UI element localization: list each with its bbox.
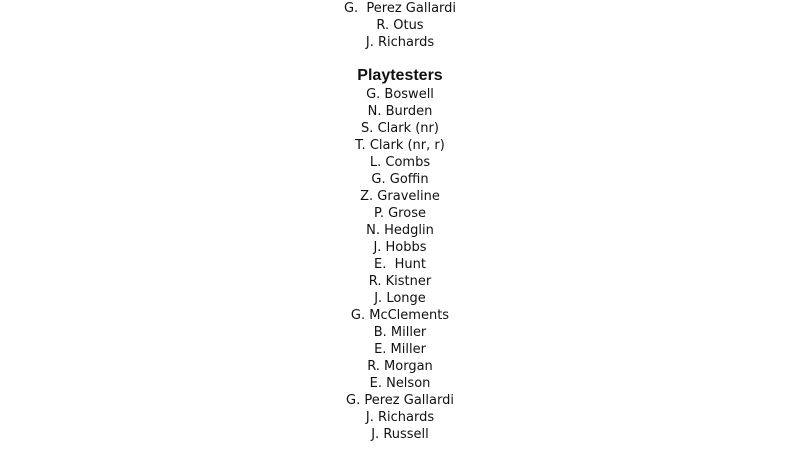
credit-name: G. Perez Gallardi <box>346 393 454 408</box>
credit-name: B. Miller <box>373 325 427 340</box>
previous-section-name-list <box>0 0 800 51</box>
credit-name: J. Longe <box>374 291 426 306</box>
credit-name: E. Nelson <box>369 376 431 391</box>
credit-name: J. Russell <box>371 427 429 442</box>
playtesters-name-list <box>0 86 800 443</box>
credit-name: G. Goffin <box>371 172 429 187</box>
credit-name: J. Richards <box>365 35 435 50</box>
credit-name: R. Otus <box>376 18 424 33</box>
credit-name: Z. Graveline <box>360 189 440 204</box>
credit-name: L. Combs <box>369 155 431 170</box>
credit-name: N. Burden <box>367 104 433 119</box>
credit-name: R. Morgan <box>367 359 433 374</box>
credit-name: R. Kistner <box>368 274 432 289</box>
credit-name: J. Hobbs <box>373 240 427 255</box>
credit-name: N. Hedglin <box>366 223 434 238</box>
credit-name: P. Grose <box>374 206 426 221</box>
credit-name: T. Clark (nr, r) <box>355 138 445 153</box>
playtesters-heading: Playtesters <box>357 67 443 84</box>
credit-name: E. Miller <box>374 342 426 357</box>
credit-name: E. Hunt <box>374 257 426 272</box>
credit-name: G. Perez Gallardi <box>343 1 457 16</box>
credit-name: G. Boswell <box>366 87 434 102</box>
credit-name: J. Richards <box>365 410 435 425</box>
credit-name: G. McClements <box>350 308 450 323</box>
credit-name: S. Clark (nr) <box>361 121 439 136</box>
